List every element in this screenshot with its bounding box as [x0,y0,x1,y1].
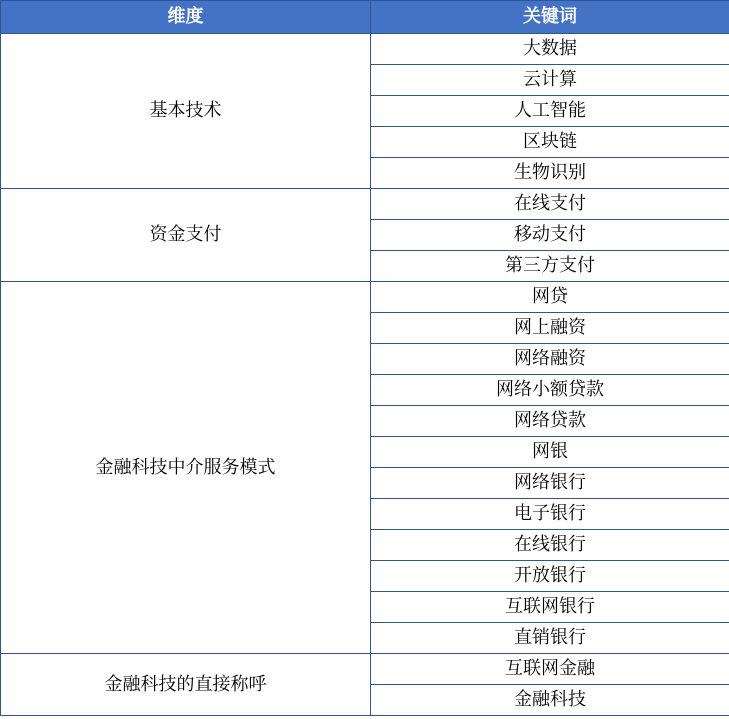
dimension-cell: 金融科技的直接称呼 [1,654,371,716]
column-header-keyword: 关键词 [371,1,729,34]
keyword-cell: 金融科技 [371,685,729,716]
keyword-cell: 云计算 [371,65,729,96]
table-header [1,1,729,34]
keyword-cell: 大数据 [371,34,729,65]
keyword-cell: 网上融资 [371,313,729,344]
keyword-cell: 第三方支付 [371,251,729,282]
keyword-cell: 电子银行 [371,499,729,530]
keyword-cell: 直销银行 [371,623,729,654]
keyword-cell: 移动支付 [371,220,729,251]
dimension-cell: 金融科技中介服务模式 [1,282,371,654]
table-row [1,34,729,65]
dimension-cell: 资金支付 [1,189,371,282]
keyword-cell: 生物识别 [371,158,729,189]
keyword-cell: 在线银行 [371,530,729,561]
keyword-cell: 网贷 [371,282,729,313]
keyword-cell: 网络贷款 [371,406,729,437]
keyword-cell: 区块链 [371,127,729,158]
keyword-cell: 在线支付 [371,189,729,220]
keyword-cell: 开放银行 [371,561,729,592]
table-row [1,654,729,685]
table-header-row [1,1,729,34]
keyword-cell: 互联网金融 [371,654,729,685]
keyword-cell: 网络融资 [371,344,729,375]
keyword-cell: 网银 [371,437,729,468]
table-row [1,189,729,220]
keyword-cell: 人工智能 [371,96,729,127]
dimension-cell: 基本技术 [1,34,371,189]
column-header-dimension: 维度 [1,1,371,34]
table-row [1,282,729,313]
keyword-cell: 互联网银行 [371,592,729,623]
table-body [1,34,729,716]
keyword-cell: 网络小额贷款 [371,375,729,406]
keyword-cell: 网络银行 [371,468,729,499]
